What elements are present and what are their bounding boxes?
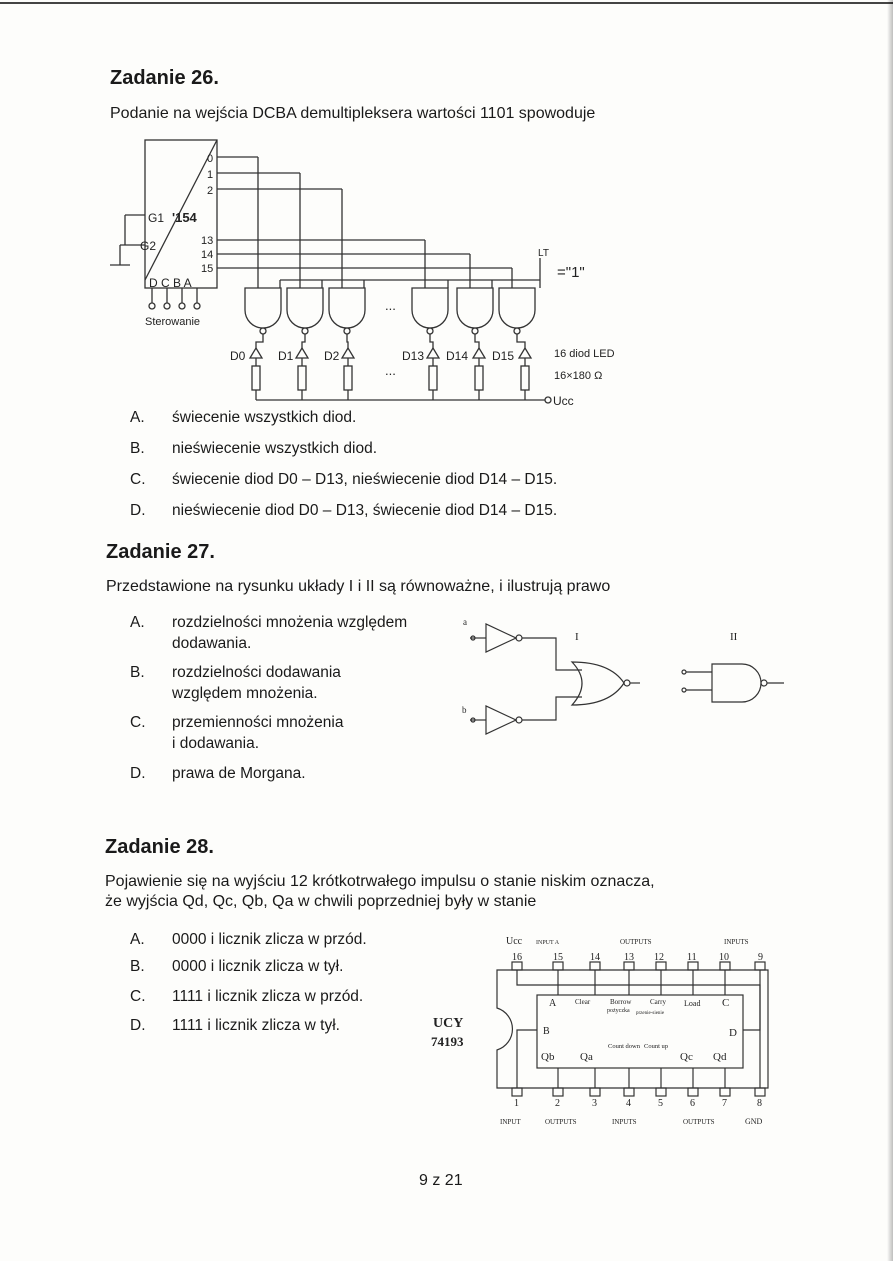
circuit-ii-label: II xyxy=(730,631,738,643)
pin-12: 12 xyxy=(654,952,664,963)
inner-qb: Qb xyxy=(541,1051,555,1063)
task27-option-d-line1: prawa de Morgana. xyxy=(172,765,306,782)
pin-14: 14 xyxy=(201,249,214,261)
inner-qd: Qd xyxy=(713,1051,727,1063)
pin-2: 2 xyxy=(207,185,214,197)
diode-d0: D0 xyxy=(230,349,246,363)
task28-option-c-letter: C. xyxy=(130,988,146,1005)
pin-11: 11 xyxy=(687,952,697,963)
inner-borrow-sub: pożyczka xyxy=(607,1008,630,1014)
pin-8: 8 xyxy=(757,1098,762,1109)
inner-c: C xyxy=(722,997,730,1009)
task26-option-a: świecenie wszystkich diod. xyxy=(172,409,357,426)
task28-question-line1: Pojawienie się na wyjściu 12 krótkotrwałego impulsu o stanie niskim oznacza, xyxy=(105,873,655,890)
task27-option-a-line2: dodawania. xyxy=(172,635,252,652)
pin-1: 1 xyxy=(207,169,214,181)
ftr-outputs-2: OUTPUTS xyxy=(683,1118,715,1126)
inner-load: Load xyxy=(684,999,701,1008)
dots-gates: ... xyxy=(385,298,396,313)
pin-10: 10 xyxy=(719,952,729,963)
task26-option-a-letter: A. xyxy=(130,409,145,426)
inner-clear: Clear xyxy=(575,998,591,1006)
task28-question-line2: że wyjścia Qd, Qc, Qb, Qa w chwili poprzedniej były w stanie xyxy=(105,893,537,910)
task28-option-a: 0000 i licznik zlicza w przód. xyxy=(172,931,367,948)
pin-6: 6 xyxy=(690,1098,695,1109)
task26-option-b-letter: B. xyxy=(130,440,145,457)
task28-option-b: 0000 i licznik zlicza w tył. xyxy=(172,958,344,975)
lt-label: LT xyxy=(538,248,549,259)
task26-option-c-letter: C. xyxy=(130,471,146,488)
led-note: 16 diod LED xyxy=(554,348,615,360)
chip-inputs: D C B A xyxy=(149,276,192,290)
input-a-label: a xyxy=(463,617,467,627)
inner-qa: Qa xyxy=(580,1051,593,1063)
hdr-outputs: OUTPUTS xyxy=(620,938,652,946)
task28-option-d: 1111 i licznik zlicza w tył. xyxy=(172,1017,340,1034)
input-b-label: b xyxy=(462,705,467,715)
pin-13: 13 xyxy=(201,235,214,247)
task26-option-d-letter: D. xyxy=(130,502,146,519)
pin-14: 14 xyxy=(590,952,600,963)
page-number: 9 z 21 xyxy=(419,1172,463,1189)
pin-3: 3 xyxy=(592,1098,597,1109)
dots-resistors: ... xyxy=(385,363,396,378)
hdr-ucc: Ucc xyxy=(506,936,523,947)
hdr-input-a: INPUT A xyxy=(536,940,560,946)
ftr-input: INPUT xyxy=(500,1118,521,1126)
task27-option-c-line2: i dodawania. xyxy=(172,735,260,752)
pin-15: 15 xyxy=(201,263,214,275)
hdr-inputs: INPUTS xyxy=(724,938,749,946)
chip-name-1: UCY xyxy=(433,1016,464,1031)
diode-d13: D13 xyxy=(402,349,425,363)
task27-option-d-letter: D. xyxy=(130,765,146,782)
pin-7: 7 xyxy=(722,1098,727,1109)
diode-d14: D14 xyxy=(446,349,469,363)
chip-g2: G2 xyxy=(140,239,157,253)
task26-option-b: nieświecenie wszystkich diod. xyxy=(172,440,378,457)
chip-g1: G1 xyxy=(148,211,165,225)
task28-option-d-letter: D. xyxy=(130,1017,146,1034)
diode-d2: D2 xyxy=(324,349,340,363)
pin-0: 0 xyxy=(207,153,214,165)
ftr-outputs-1: OUTPUTS xyxy=(545,1118,577,1126)
resistor-note: 16×180 Ω xyxy=(554,370,603,382)
chip-name-2: 74193 xyxy=(431,1034,464,1049)
task28-heading: Zadanie 28. xyxy=(105,836,214,858)
inner-qc: Qc xyxy=(680,1051,693,1063)
task28-option-c: 1111 i licznik zlicza w przód. xyxy=(172,988,364,1005)
task27-option-b-line1: rozdzielności dodawania xyxy=(172,664,341,681)
pin-1: 1 xyxy=(514,1098,519,1109)
ftr-gnd: GND xyxy=(745,1117,763,1126)
task27-option-b-line2: względem mnożenia. xyxy=(172,685,318,702)
task27-option-c-line1: przemienności mnożenia xyxy=(172,714,344,731)
inner-a: A xyxy=(549,998,557,1009)
circuit-i-label: I xyxy=(575,631,579,643)
diode-d15: D15 xyxy=(492,349,515,363)
chip-code: '154 xyxy=(172,210,197,225)
task28-option-a-letter: A. xyxy=(130,931,145,948)
task27-heading: Zadanie 27. xyxy=(106,541,215,563)
inner-count-up: Count up xyxy=(644,1043,669,1050)
control-label: Sterowanie xyxy=(145,316,201,328)
pin-15: 15 xyxy=(553,952,563,963)
task28-option-b-letter: B. xyxy=(130,958,145,975)
ftr-inputs: INPUTS xyxy=(612,1118,637,1126)
task27-option-a-line1: rozdzielności mnożenia względem xyxy=(172,614,408,631)
task26-option-c: świecenie diod D0 – D13, nieświecenie diod D14 – D15. xyxy=(172,471,558,488)
task27-option-b-letter: B. xyxy=(130,664,145,681)
ucc-label: Ucc xyxy=(553,394,574,408)
inner-count-down: Count down xyxy=(608,1043,640,1050)
inner-carry: Carry xyxy=(650,998,666,1006)
inner-b: B xyxy=(543,1026,550,1037)
pin-2: 2 xyxy=(555,1098,560,1109)
pin-5: 5 xyxy=(658,1098,663,1109)
task26-option-d: nieświecenie diod D0 – D13, świecenie diod D14 – D15. xyxy=(172,502,558,519)
diode-d1: D1 xyxy=(278,349,294,363)
task26-question: Podanie na wejścia DCBA demultipleksera wartości 1101 spowoduje xyxy=(110,105,596,122)
task27-option-c-letter: C. xyxy=(130,714,146,731)
pin-16: 16 xyxy=(512,952,522,963)
task27-question: Przedstawione na rysunku układy I i II są równoważne, i ilustrują prawo xyxy=(106,578,611,595)
inner-d: D xyxy=(729,1027,737,1039)
pin-4: 4 xyxy=(626,1098,631,1109)
task26-heading: Zadanie 26. xyxy=(110,67,219,89)
one-label: ="1" xyxy=(557,264,585,281)
pin-9: 9 xyxy=(758,952,763,963)
task27-option-a-letter: A. xyxy=(130,614,145,631)
inner-carry-sub: przenie-sienie xyxy=(636,1011,665,1016)
pin-13: 13 xyxy=(624,952,634,963)
inner-borrow: Borrow xyxy=(610,998,632,1006)
